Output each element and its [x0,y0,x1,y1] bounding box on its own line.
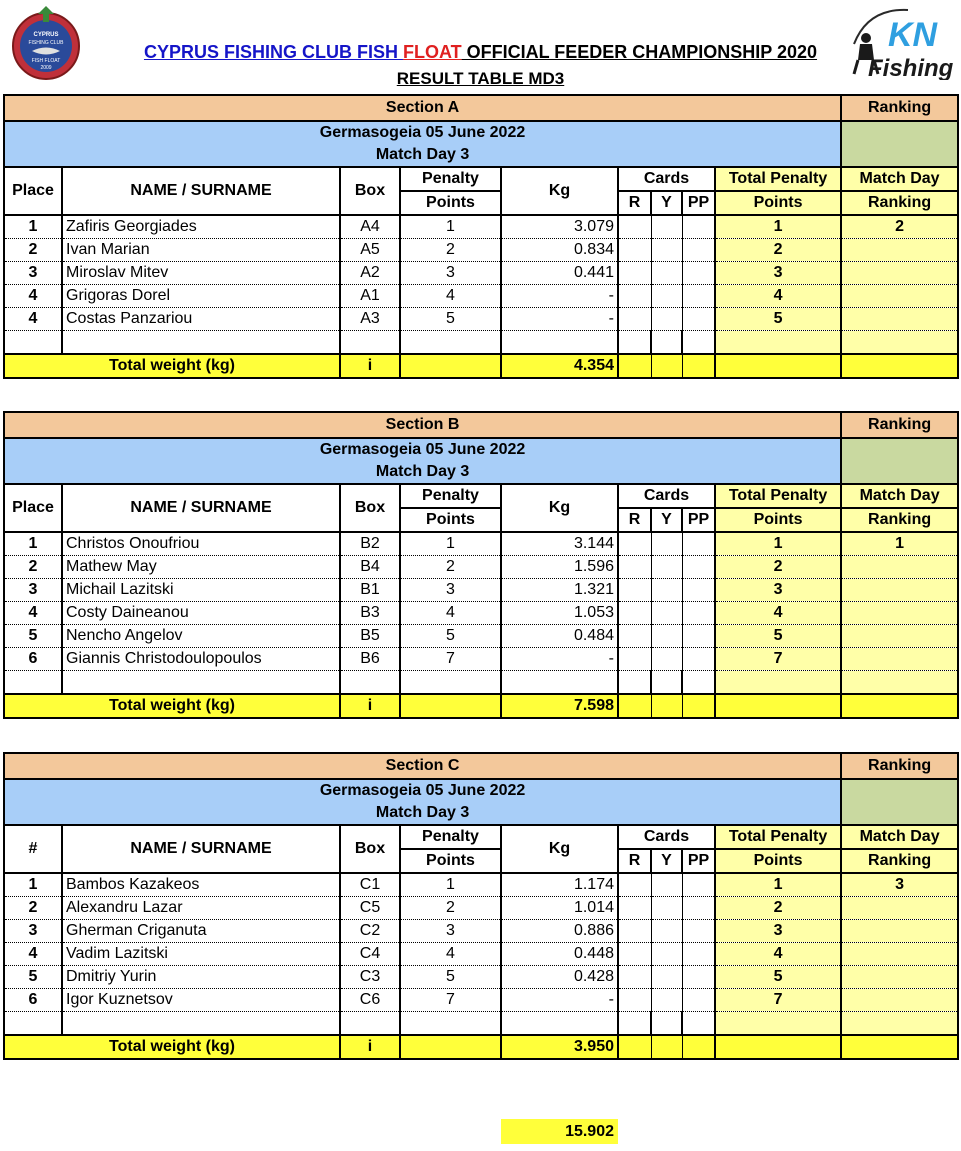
card-y-cell [651,966,682,989]
kg-cell: 0.484 [501,625,618,648]
empty-row [4,331,958,355]
total-row [4,1035,958,1059]
penalty-cell: 4 [400,602,501,625]
total-card-r [618,1035,651,1059]
kg-cell: 1.014 [501,897,618,920]
kg-cell: - [501,308,618,331]
penalty-cell: 2 [400,556,501,579]
match-day-ranking-header: Match Day [841,167,958,191]
card-y-cell [651,897,682,920]
card-r-cell [618,897,651,920]
penalty-header-2: Points [400,508,501,532]
card-pp-cell [682,920,715,943]
match-day-ranking-cell: 3 [841,873,958,897]
match-day-ranking-cell: 2 [841,215,958,239]
box-cell: C3 [340,966,400,989]
name-cell: Costas Panzariou [62,308,340,331]
kg-header: Kg [501,167,618,215]
match-day-ranking-header-2: Ranking [841,191,958,215]
kg-cell: - [501,285,618,308]
place-cell: 1 [4,215,62,239]
name-header: NAME / SURNAME [62,167,340,215]
table-row [4,239,958,262]
cards-header: Cards [618,167,715,191]
penalty-cell: 4 [400,943,501,966]
table-row [4,556,958,579]
penalty-cell: 3 [400,262,501,285]
name-cell: Igor Kuznetsov [62,989,340,1012]
total-card-y [651,354,682,378]
place-cell: 5 [4,625,62,648]
total-penalty-cell: 3 [715,579,841,602]
match-day-ranking-cell [841,943,958,966]
penalty-cell: 7 [400,648,501,671]
place-cell: 2 [4,556,62,579]
name-cell: Mathew May [62,556,340,579]
place-cell: 3 [4,920,62,943]
total-penalty-cell: 4 [715,943,841,966]
kg-cell: 3.144 [501,532,618,556]
name-cell: Dmitriy Yurin [62,966,340,989]
match-day-ranking-cell [841,239,958,262]
place-cell: 6 [4,648,62,671]
card-y-cell [651,873,682,897]
match-day-ranking-cell [841,897,958,920]
table-row [4,215,958,239]
name-cell: Giannis Christodoulopoulos [62,648,340,671]
kg-cell: 0.428 [501,966,618,989]
match-day-ranking-cell [841,966,958,989]
page-title [0,40,961,64]
penalty-cell: 1 [400,215,501,239]
place-cell: 4 [4,943,62,966]
name-cell: Nencho Angelov [62,625,340,648]
card-pp-cell [682,897,715,920]
total-penalty-cell: 5 [715,625,841,648]
name-cell: Christos Onoufriou [62,532,340,556]
total-penalty-header: Total Penalty [715,484,841,508]
kg-cell: 1.174 [501,873,618,897]
card-r-cell [618,579,651,602]
location-text: Germasogeia 05 June 2022 [319,441,526,458]
section-title: Section A [4,95,841,121]
matchday-text: Match Day 3 [375,146,470,163]
card-y-cell [651,262,682,285]
place-cell: 1 [4,873,62,897]
table-row [4,532,958,556]
card-pp-cell [682,873,715,897]
total-penalty-cell: 1 [715,873,841,897]
box-cell: C2 [340,920,400,943]
box-header: Box [340,484,400,532]
table-row [4,920,958,943]
card-r-cell [618,532,651,556]
penalty-cell: 2 [400,897,501,920]
location-text: Germasogeia 05 June 2022 [319,782,526,799]
box-cell: C5 [340,897,400,920]
match-day-ranking-cell [841,308,958,331]
card-y-cell [651,943,682,966]
card-y-header: Y [651,191,682,215]
section-title: Section C [4,753,841,779]
place-cell: 2 [4,897,62,920]
kg-cell: - [501,648,618,671]
ranking-header: Ranking [841,753,958,779]
name-cell: Miroslav Mitev [62,262,340,285]
total-penalty-blank [400,694,501,718]
penalty-cell: 4 [400,285,501,308]
total-ranking-blank [841,354,958,378]
card-y-cell [651,532,682,556]
total-card-y [651,694,682,718]
card-y-cell [651,579,682,602]
table-row [4,262,958,285]
card-pp-cell [682,239,715,262]
total-penalty-cell: 2 [715,239,841,262]
page-subtitle: RESULT TABLE MD3 [396,69,565,88]
match-day-ranking-cell [841,285,958,308]
name-header: NAME / SURNAME [62,484,340,532]
total-penalty-cell: 7 [715,648,841,671]
penalty-header: Penalty [400,825,501,849]
match-day-ranking-cell [841,579,958,602]
location-cell [4,438,841,484]
matchday-text: Match Day 3 [375,463,470,480]
name-cell: Costy Daineanou [62,602,340,625]
name-cell: Zafiris Georgiades [62,215,340,239]
total-weight-label: Total weight (kg) [4,1035,340,1059]
place-header: # [4,825,62,873]
box-cell: B3 [340,602,400,625]
card-pp-cell [682,215,715,239]
kg-cell: 0.448 [501,943,618,966]
name-cell: Gherman Criganuta [62,920,340,943]
total-card-r [618,354,651,378]
cards-header: Cards [618,484,715,508]
place-cell: 5 [4,966,62,989]
ranking-header: Ranking [841,412,958,438]
place-cell: 4 [4,308,62,331]
match-day-ranking-cell [841,648,958,671]
box-cell: C4 [340,943,400,966]
total-penalty-cell: 5 [715,308,841,331]
card-r-cell [618,648,651,671]
total-card-pp [682,694,715,718]
total-weight-value: 4.354 [501,354,618,378]
total-penalty-cell: 4 [715,285,841,308]
card-r-cell [618,285,651,308]
matchday-text: Match Day 3 [375,804,470,821]
total-card-y [651,1035,682,1059]
card-pp-cell [682,579,715,602]
card-pp-cell [682,943,715,966]
card-y-cell [651,989,682,1012]
card-pp-cell [682,285,715,308]
logo-text-3: FISH FLOAT [31,58,61,64]
total-penalty-header-2: Points [715,849,841,873]
card-r-cell [618,262,651,285]
penalty-cell: 5 [400,308,501,331]
total-card-pp [682,1035,715,1059]
table-row [4,966,958,989]
total-penalty-header: Total Penalty [715,167,841,191]
card-pp-cell [682,556,715,579]
place-cell: 3 [4,262,62,285]
card-r-cell [618,920,651,943]
match-day-ranking-header-2: Ranking [841,508,958,532]
box-header: Box [340,825,400,873]
card-r-cell [618,308,651,331]
table-row [4,602,958,625]
section-table [3,752,959,1060]
match-day-ranking-header: Match Day [841,825,958,849]
card-r-cell [618,602,651,625]
name-cell: Alexandru Lazar [62,897,340,920]
card-r-cell [618,625,651,648]
card-pp-cell [682,308,715,331]
logo-text-2: FISHING CLUB [28,40,64,46]
kg-header: Kg [501,484,618,532]
place-header: Place [4,167,62,215]
penalty-cell: 1 [400,873,501,897]
total-weight-value: 7.598 [501,694,618,718]
total-row [4,694,958,718]
kg-cell: 1.053 [501,602,618,625]
penalty-cell: 5 [400,625,501,648]
match-day-ranking-header: Match Day [841,484,958,508]
card-y-cell [651,285,682,308]
total-weight-value: 3.950 [501,1035,618,1059]
box-cell: A1 [340,285,400,308]
penalty-cell: 1 [400,532,501,556]
table-row [4,308,958,331]
box-cell: B1 [340,579,400,602]
table-row [4,648,958,671]
box-cell: A2 [340,262,400,285]
card-y-cell [651,648,682,671]
name-cell: Bambos Kazakeos [62,873,340,897]
total-points-blank [715,1035,841,1059]
card-r-cell [618,215,651,239]
total-penalty-cell: 3 [715,920,841,943]
card-pp-cell [682,625,715,648]
total-card-pp [682,354,715,378]
card-pp-cell [682,262,715,285]
card-r-cell [618,989,651,1012]
name-cell: Grigoras Dorel [62,285,340,308]
box-cell: B2 [340,532,400,556]
kg-cell: 0.834 [501,239,618,262]
card-y-header: Y [651,508,682,532]
section-table [3,94,959,379]
cards-header: Cards [618,825,715,849]
table-row [4,579,958,602]
location-cell [4,121,841,167]
box-cell: B6 [340,648,400,671]
place-cell: 4 [4,602,62,625]
name-header: NAME / SURNAME [62,825,340,873]
logo-text-4: 2009 [40,65,52,71]
total-penalty-blank [400,1035,501,1059]
total-penalty-header: Total Penalty [715,825,841,849]
total-penalty-cell: 1 [715,215,841,239]
match-day-ranking-cell [841,262,958,285]
total-penalty-cell: 3 [715,262,841,285]
title-float: FLOAT [402,42,462,62]
total-card-r [618,694,651,718]
place-cell: 1 [4,532,62,556]
box-cell: A4 [340,215,400,239]
penalty-header-2: Points [400,849,501,873]
card-r-cell [618,966,651,989]
card-pp-header: PP [682,191,715,215]
total-weight-label: Total weight (kg) [4,694,340,718]
total-row [4,354,958,378]
penalty-cell: 7 [400,989,501,1012]
kg-cell: - [501,989,618,1012]
match-day-ranking-cell [841,556,958,579]
title-club[interactable]: CYPRUS FISHING CLUB FISH [143,42,403,62]
total-points-blank [715,354,841,378]
card-y-cell [651,239,682,262]
ranking-header: Ranking [841,95,958,121]
ranking-cell [841,779,958,825]
card-r-cell [618,873,651,897]
ranking-cell [841,121,958,167]
card-y-cell [651,308,682,331]
location-cell [4,779,841,825]
total-points-blank [715,694,841,718]
total-penalty-blank [400,354,501,378]
box-header: Box [340,167,400,215]
kg-cell: 3.079 [501,215,618,239]
logo-fishing-text: Fishing [868,55,954,80]
kg-cell: 1.596 [501,556,618,579]
penalty-cell: 2 [400,239,501,262]
table-row [4,873,958,897]
total-marker: i [340,1035,400,1059]
empty-row [4,671,958,695]
match-day-ranking-cell [841,602,958,625]
location-text: Germasogeia 05 June 2022 [319,124,526,141]
total-penalty-cell: 5 [715,966,841,989]
kg-cell: 0.886 [501,920,618,943]
section-title: Section B [4,412,841,438]
kg-cell: 1.321 [501,579,618,602]
card-r-cell [618,943,651,966]
table-row [4,625,958,648]
card-y-cell [651,602,682,625]
place-cell: 3 [4,579,62,602]
penalty-header: Penalty [400,484,501,508]
section-table [3,411,959,719]
card-y-cell [651,556,682,579]
title-championship: OFFICIAL FEEDER CHAMPIONSHIP 2020 [461,42,818,62]
table-row [4,285,958,308]
box-cell: A3 [340,308,400,331]
box-cell: B5 [340,625,400,648]
card-y-header: Y [651,849,682,873]
table-row [4,943,958,966]
place-cell: 6 [4,989,62,1012]
match-day-ranking-header-2: Ranking [841,849,958,873]
card-y-cell [651,625,682,648]
table-row [4,989,958,1012]
ranking-cell [841,438,958,484]
match-day-ranking-cell [841,920,958,943]
total-penalty-header-2: Points [715,191,841,215]
penalty-header-2: Points [400,191,501,215]
card-pp-header: PP [682,849,715,873]
total-penalty-cell: 4 [715,602,841,625]
card-pp-header: PP [682,508,715,532]
card-r-header: R [618,508,651,532]
total-penalty-cell: 2 [715,897,841,920]
total-penalty-cell: 2 [715,556,841,579]
card-pp-cell [682,648,715,671]
empty-row [4,1012,958,1036]
total-ranking-blank [841,1035,958,1059]
logo-text-1: CYPRUS [33,32,59,38]
box-cell: C6 [340,989,400,1012]
place-header: Place [4,484,62,532]
card-pp-cell [682,989,715,1012]
card-y-cell [651,215,682,239]
table-row [4,897,958,920]
card-r-header: R [618,849,651,873]
card-y-cell [651,920,682,943]
penalty-cell: 3 [400,579,501,602]
match-day-ranking-cell: 1 [841,532,958,556]
box-cell: A5 [340,239,400,262]
penalty-cell: 5 [400,966,501,989]
total-marker: i [340,354,400,378]
kg-cell: 0.441 [501,262,618,285]
match-day-ranking-cell [841,989,958,1012]
grand-total-weight: 15.902 [501,1119,618,1144]
total-penalty-cell: 7 [715,989,841,1012]
card-pp-cell [682,966,715,989]
card-pp-cell [682,532,715,556]
box-cell: B4 [340,556,400,579]
name-cell: Vadim Lazitski [62,943,340,966]
name-cell: Ivan Marian [62,239,340,262]
card-r-header: R [618,191,651,215]
place-cell: 2 [4,239,62,262]
name-cell: Michail Lazitski [62,579,340,602]
match-day-ranking-cell [841,625,958,648]
total-ranking-blank [841,694,958,718]
total-weight-label: Total weight (kg) [4,354,340,378]
penalty-header: Penalty [400,167,501,191]
total-penalty-cell: 1 [715,532,841,556]
card-r-cell [618,239,651,262]
total-penalty-header-2: Points [715,508,841,532]
penalty-cell: 3 [400,920,501,943]
kg-header: Kg [501,825,618,873]
place-cell: 4 [4,285,62,308]
total-marker: i [340,694,400,718]
card-pp-cell [682,602,715,625]
box-cell: C1 [340,873,400,897]
card-r-cell [618,556,651,579]
logo-kn-text: KN [888,16,938,54]
